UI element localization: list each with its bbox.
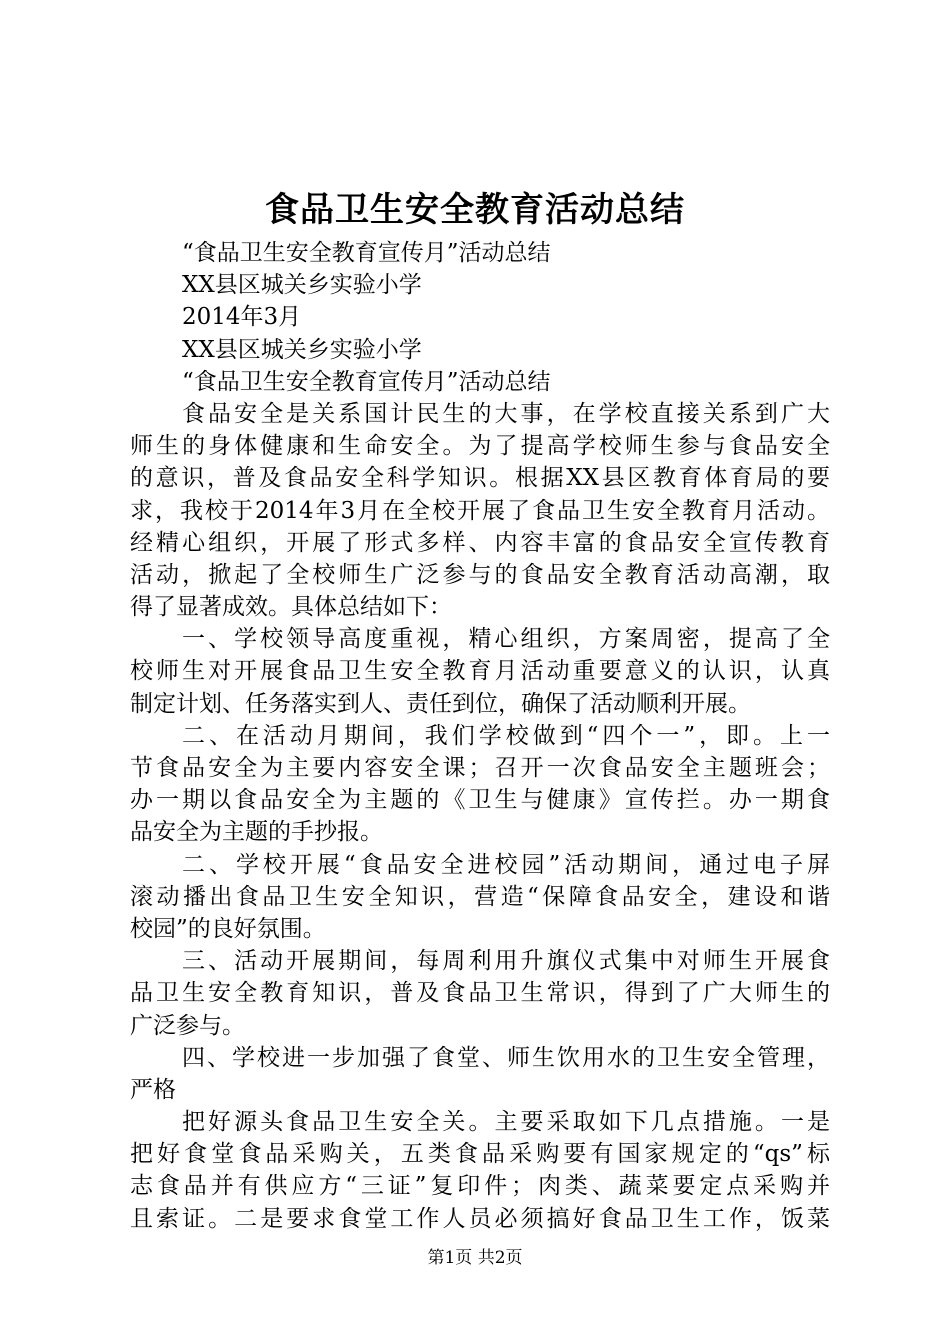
document-title: 食品卫生安全教育活动总结 (265, 190, 685, 230)
body-line: 办一期以食品安全为主题的《卫生与健康》宣传拦。办一期食 (130, 787, 830, 814)
body-line: 2014年3月 (182, 304, 302, 331)
body-line: 志食品并有供应方“三证”复印件；肉类、蔬菜要定点采购并 (130, 1173, 830, 1200)
body-line: 把好食堂食品采购关，五类食品采购要有国家规定的“qs”标 (130, 1141, 830, 1168)
body-line: XX县区城关乡实验小学 (182, 336, 422, 363)
body-line: “食品卫生安全教育宣传月”活动总结 (182, 240, 551, 266)
body-line: 校园”的良好氛围。 (130, 915, 326, 942)
body-line: 活动，掀起了全校师生广泛参与的食品安全教育活动高潮，取 (130, 561, 830, 588)
body-line: 二、在活动月期间，我们学校做到“四个一”，即。上一 (182, 722, 830, 749)
body-line: 节食品安全为主要内容安全课；召开一次食品安全主题班会； (130, 755, 830, 781)
body-line: 且索证。二是要求食堂工作人员必须搞好食品卫生工作，饭菜 (130, 1205, 830, 1232)
body-line: 食品安全是关系国计民生的大事，在学校直接关系到广大 (182, 400, 830, 427)
body-line: 三、活动开展期间，每周利用升旗仪式集中对师生开展食 (182, 948, 830, 975)
body-line: 制定计划、任务落实到人、责任到位，确保了活动顺利开展。 (130, 690, 751, 717)
body-line: 的意识，普及食品安全科学知识。根据XX县区教育体育局的要 (130, 465, 830, 492)
body-line: 师生的身体健康和生命安全。为了提高学校师生参与食品安全 (130, 433, 830, 460)
body-line: 二、学校开展“食品安全进校园”活动期间，通过电子屏 (182, 851, 830, 878)
body-line: 严格 (130, 1076, 176, 1103)
body-line: 经精心组织，开展了形式多样、内容丰富的食品安全宣传教育 (130, 529, 830, 556)
body-line: 校师生对开展食品卫生安全教育月活动重要意义的认识，认真 (130, 658, 830, 685)
body-line: 广泛参与。 (130, 1012, 245, 1039)
body-line: 求，我校于2014年3月在全校开展了食品卫生安全教育月活动。 (130, 497, 830, 524)
body-line: XX县区城关乡实验小学 (182, 272, 422, 299)
body-line: 滚动播出食品卫生安全知识，营造“保障食品安全，建设和谐 (130, 883, 830, 910)
body-line: 四、学校进一步加强了食堂、师生饮用水的卫生安全管理， (182, 1044, 830, 1071)
body-line: 把好源头食品卫生安全关。主要采取如下几点措施。一是 (182, 1109, 830, 1136)
page-footer: 第1页 共2页 (427, 1248, 523, 1268)
body-line: 品安全为主题的手抄报。 (130, 819, 383, 846)
body-line: 一、学校领导高度重视，精心组织，方案周密，提高了全 (182, 626, 830, 653)
body-line: “食品卫生安全教育宣传月”活动总结 (182, 368, 551, 395)
body-line: 品卫生安全教育知识，普及食品卫生常识，得到了广大师生的 (130, 980, 830, 1007)
body-line: 得了显著成效。具体总结如下： (130, 594, 452, 621)
document-body (130, 237, 830, 1235)
